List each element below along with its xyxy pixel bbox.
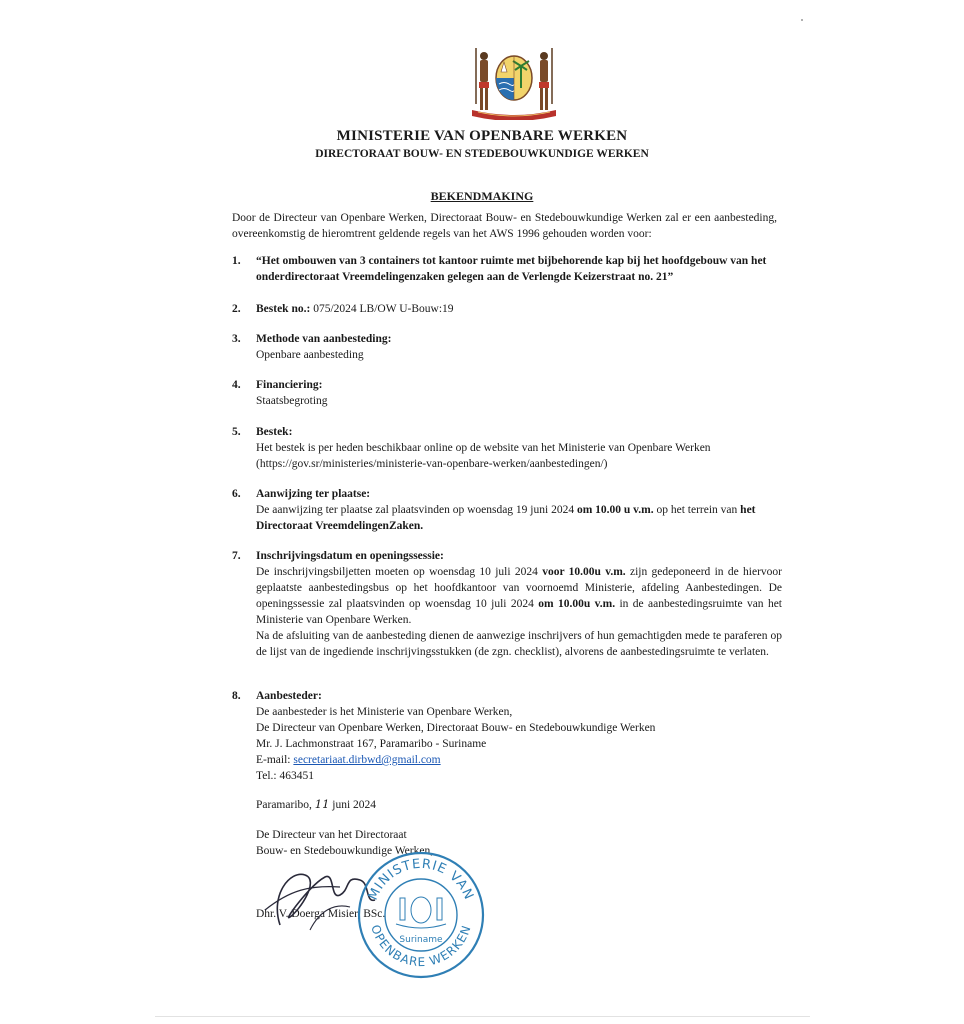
bold-run: om 10.00 u v.m. <box>576 504 654 516</box>
item-8 <box>232 688 782 784</box>
item-number: 3. <box>232 333 241 345</box>
stamp-center-text: Suriname <box>399 935 443 945</box>
phone-line: Tel.: 463451 <box>256 770 314 782</box>
item-number: 1. <box>232 255 241 267</box>
scan-edge-line <box>155 1016 810 1017</box>
crest-left-figure <box>476 48 489 110</box>
item-label: Aanwijzing ter plaatse: <box>256 488 371 500</box>
item-paragraph: Na de afsluiting van de aanbesteding dienen de aanwezige inschrijvers of hun gemachtigden mede te paraferen op de lijst van de ingediende inschrijvingsstukken (de zgn. checklist), alvorens de aanbestedingsruimte te verlaten. <box>256 630 782 658</box>
item-4 <box>232 377 782 409</box>
address-line: Mr. J. Lachmonstraat 167, Paramaribo - Suriname <box>256 738 487 750</box>
address-line: De Directeur van Openbare Werken, Directoraat Bouw- en Stedebouwkundige Werken <box>256 722 656 734</box>
item-3 <box>232 331 782 363</box>
signatory-title-2: Bouw- en Stedebouwkundige Werken, <box>256 845 434 857</box>
month-year-text: juni 2024 <box>329 799 377 811</box>
item-paragraph <box>256 502 782 534</box>
website-url: (https://gov.sr/ministeries/ministerie-van-openbare-werken/aanbestedingen/) <box>256 458 608 470</box>
bestek-number: 075/2024 LB/OW U-Bouw:19 <box>313 303 454 315</box>
item-label: Inschrijvingsdatum en openingssessie: <box>256 550 444 562</box>
bold-run: het Directoraat VreemdelingenZaken. <box>256 504 756 532</box>
scan-speck <box>801 19 803 21</box>
email-link[interactable]: secretariaat.dirbwd@gmail.com <box>293 754 441 766</box>
stamp-emblem <box>396 897 446 928</box>
crest-right-figure <box>539 48 552 110</box>
item-5 <box>232 424 782 472</box>
directorate-subtitle: DIRECTORAAT BOUW- EN STEDEBOUWKUNDIGE WERKEN <box>315 148 649 160</box>
ministry-stamp <box>356 850 486 980</box>
item-value: Openbare aanbesteding <box>256 349 364 361</box>
item-number: 7. <box>232 550 241 562</box>
item-number: 5. <box>232 426 241 438</box>
item-value: Staatsbegroting <box>256 395 328 407</box>
coat-of-arms-logo <box>468 44 560 120</box>
address-line: De aanbesteder is het Ministerie van Openbare Werken, <box>256 706 513 718</box>
item-paragraph <box>256 564 782 628</box>
text-run: in de aanbestedingsruimte van het Ministerie van Openbare Werken. <box>256 598 782 626</box>
item-number: 4. <box>232 379 241 391</box>
item-label: Bestek no.: <box>256 303 311 315</box>
item-number: 2. <box>232 303 241 315</box>
handwritten-day: 11 <box>314 797 330 811</box>
item-2 <box>232 301 782 317</box>
text-run: De inschrijvingsbiljetten moeten op woensdag 10 juli 2024 <box>256 566 543 578</box>
crest-shield <box>496 56 532 100</box>
stamp-top-text: MINISTERIE VAN <box>365 856 477 903</box>
item-label: Methode van aanbesteding: <box>256 333 392 345</box>
place-text: Paramaribo, <box>256 799 315 811</box>
item-label: Aanbesteder: <box>256 690 322 702</box>
text-run: op het terrein van <box>653 504 741 516</box>
svg-text:OPENBARE WERKEN <box>368 923 474 969</box>
text-run: zijn gedeponeerd in de hiervoor geplaatste aanbestedingsbus op het hoofdkantoor van voornoemd Ministerie, afdeling Aanbestedingen. De openingssessie zal plaatsvinden op woensdag 10 juli 2024 <box>256 566 782 610</box>
item-6 <box>232 486 782 534</box>
notice-title: BEKENDMAKING <box>430 189 534 203</box>
item-7 <box>232 548 782 660</box>
signatory-title-1: De Directeur van het Directoraat <box>256 829 407 841</box>
bold-run: om 10.00u v.m. <box>538 598 616 610</box>
date-line <box>256 796 376 813</box>
item-number: 8. <box>232 690 241 702</box>
text-run: De aanwijzing ter plaatse zal plaatsvinden op woensdag 19 juni 2024 <box>256 504 577 516</box>
item-line: Het bestek is per heden beschikbaar online op de website van het Ministerie van Openbare Werken <box>256 442 711 454</box>
item-number: 6. <box>232 488 241 500</box>
item-1 <box>232 253 782 285</box>
ministry-title: MINISTERIE VAN OPENBARE WERKEN <box>336 128 628 144</box>
project-description: “Het ombouwen van 3 containers tot kantoor ruimte met bijbehorende kap bij het hoofdgebouw van het onderdirectoraat Vreemdelingenzaken gelegen aan de Verlengde Keizerstraat no. 21” <box>256 255 767 283</box>
email-line <box>256 752 782 768</box>
bold-run: voor 10.00u v.m. <box>542 566 626 578</box>
stamp-bottom-text: OPENBARE WERKEN <box>368 922 474 970</box>
item-label: Financiering: <box>256 379 323 391</box>
crest-ribbon <box>472 110 556 120</box>
intro-paragraph: Door de Directeur van Openbare Werken, Directoraat Bouw- en Stedebouwkundige Werken zal er een aanbesteding, overeenkomstig de hieromtrent geldende regels van het AWS 1996 gehouden worden voor: <box>232 212 777 240</box>
item-label: Bestek: <box>256 426 293 438</box>
signer-name: Dhr. V. Doerga Misier, BSc. <box>256 908 386 920</box>
email-label: E-mail: <box>256 754 294 766</box>
